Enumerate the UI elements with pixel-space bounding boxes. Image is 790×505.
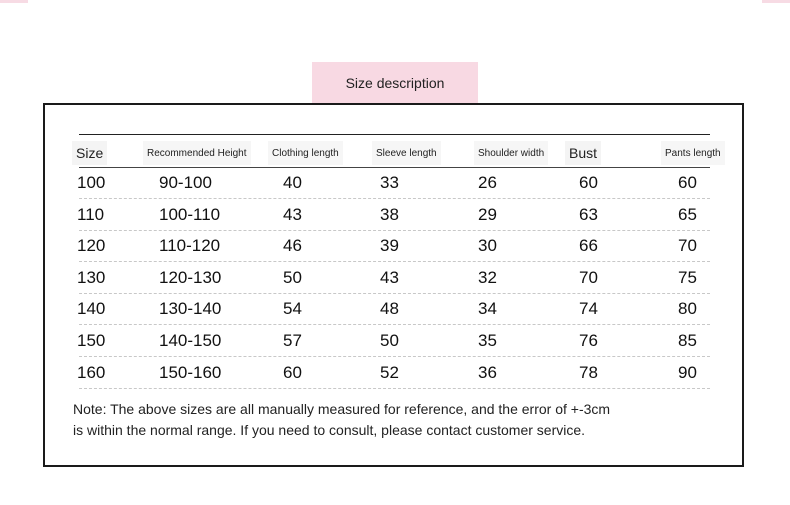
cell-clothing-length: 57 [283, 331, 302, 350]
cell-pants-length: 65 [678, 204, 697, 224]
cell-recommended-height: 110-120 [159, 236, 221, 256]
note-text [73, 399, 673, 441]
cell-clothing-length: 54 [283, 299, 302, 319]
table-row [79, 294, 710, 325]
cell-pants-length: 60 [678, 173, 697, 192]
header-pants-length: Pants length [661, 141, 725, 165]
table-top-rule [79, 134, 710, 135]
table-row [79, 358, 710, 389]
cell-size: 100 [77, 173, 106, 192]
cell-pants-length: 75 [678, 267, 697, 287]
table-row [79, 200, 710, 231]
cell-size: 150 [77, 331, 106, 350]
cell-clothing-length: 50 [283, 267, 302, 287]
cell-recommended-height: 100-110 [159, 204, 221, 224]
note-line-2: is within the normal range. If you need to consult, please contact customer service. [73, 422, 586, 438]
cell-recommended-height: 140-150 [159, 331, 222, 350]
size-description-title: Size description [312, 62, 478, 104]
cell-bust: 66 [579, 236, 598, 256]
cell-shoulder-width: 36 [478, 362, 497, 382]
header-size: Size [72, 141, 107, 165]
cell-pants-length: 85 [678, 331, 697, 350]
cell-sleeve-length: 33 [380, 173, 399, 192]
cell-pants-length: 80 [678, 299, 697, 319]
row-separator [79, 388, 710, 389]
table-row [79, 231, 710, 262]
cell-bust: 74 [579, 299, 598, 319]
header-clothing-length: Clothing length [268, 141, 343, 165]
cell-sleeve-length: 39 [380, 236, 399, 256]
corner-accent-right [762, 0, 790, 3]
cell-clothing-length: 46 [283, 236, 302, 256]
cell-sleeve-length: 52 [380, 362, 399, 382]
header-recommended-height: Recommended Height [143, 141, 251, 165]
header-sleeve-length: Sleeve length [372, 141, 441, 165]
cell-bust: 60 [579, 173, 598, 192]
note-line-1: Note: The above sizes are all manually measured for reference, and the error of +-3cm [73, 401, 611, 417]
table-row [79, 263, 710, 294]
table-row [79, 168, 710, 199]
cell-pants-length: 70 [678, 236, 697, 256]
cell-bust: 63 [579, 204, 598, 224]
cell-recommended-height: 90-100 [159, 173, 212, 192]
cell-sleeve-length: 43 [380, 267, 399, 287]
cell-shoulder-width: 34 [478, 299, 497, 319]
cell-recommended-height: 130-140 [159, 299, 222, 319]
cell-bust: 76 [579, 331, 598, 350]
corner-accent-left [0, 0, 28, 3]
cell-clothing-length: 43 [283, 204, 302, 224]
cell-sleeve-length: 50 [380, 331, 399, 350]
cell-sleeve-length: 38 [380, 204, 399, 224]
cell-bust: 70 [579, 267, 598, 287]
cell-recommended-height: 150-160 [159, 362, 222, 382]
header-shoulder-width: Shoulder width [474, 141, 548, 165]
cell-pants-length: 90 [678, 362, 697, 382]
cell-clothing-length: 60 [283, 362, 302, 382]
header-bust: Bust [565, 141, 601, 165]
cell-sleeve-length: 48 [380, 299, 399, 319]
cell-shoulder-width: 26 [478, 173, 497, 192]
cell-shoulder-width: 29 [478, 204, 497, 224]
cell-recommended-height: 120-130 [159, 267, 222, 287]
cell-size: 130 [77, 267, 106, 287]
cell-clothing-length: 40 [283, 173, 302, 192]
table-row [79, 326, 710, 357]
cell-shoulder-width: 30 [478, 236, 497, 256]
cell-shoulder-width: 35 [478, 331, 497, 350]
cell-shoulder-width: 32 [478, 267, 497, 287]
cell-size: 110 [77, 204, 105, 224]
cell-bust: 78 [579, 362, 598, 382]
cell-size: 160 [77, 362, 106, 382]
cell-size: 140 [77, 299, 106, 319]
cell-size: 120 [77, 236, 106, 256]
